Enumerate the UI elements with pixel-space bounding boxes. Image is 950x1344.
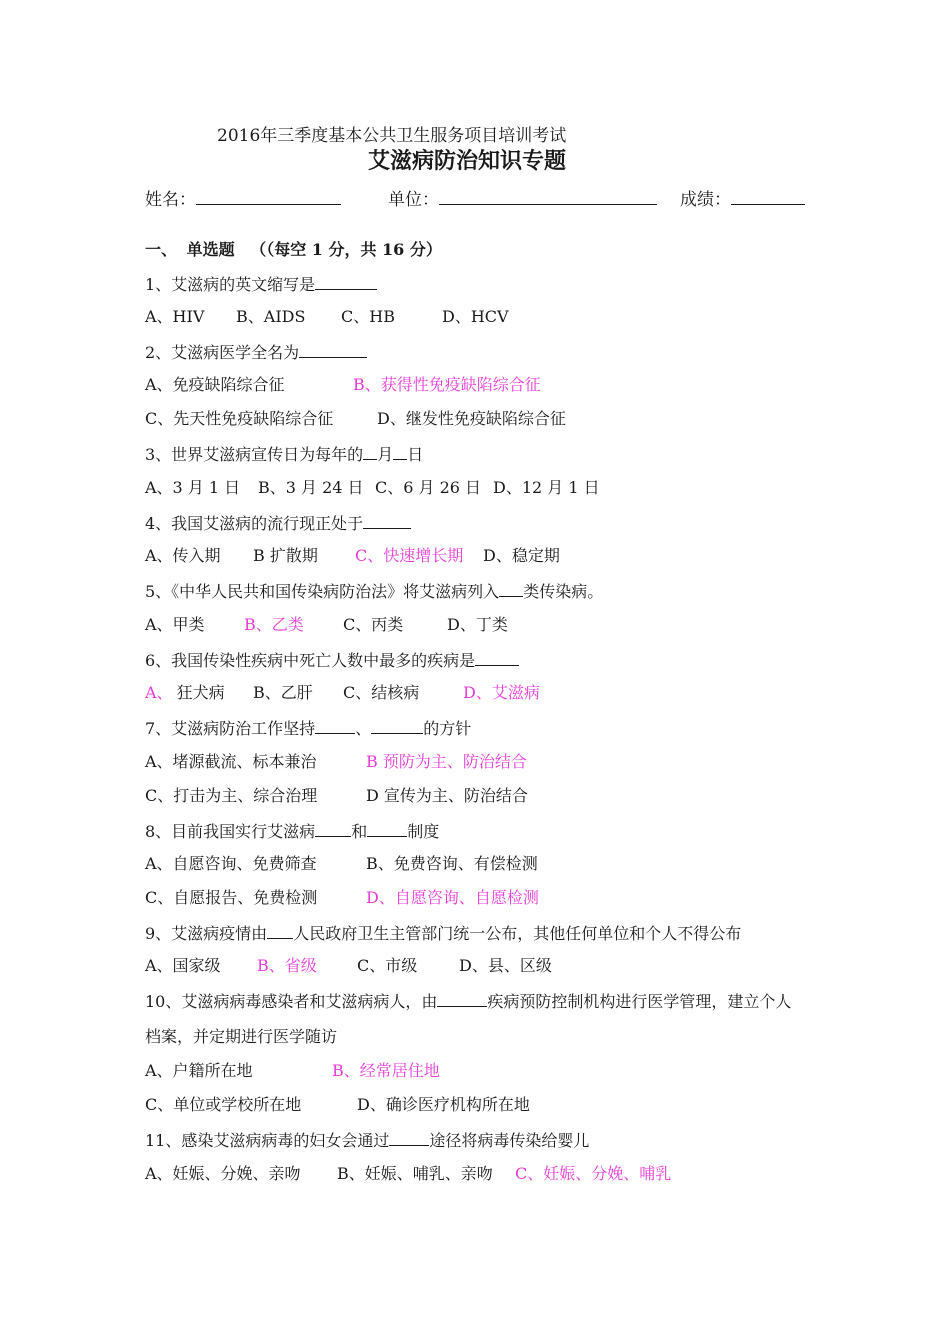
section-title: 单选题 [186, 240, 235, 259]
q6-option-d-correct: D、艾滋病 [463, 683, 540, 702]
q5-option-d: D、丁类 [447, 615, 508, 634]
q9-option-d: D、县、区级 [459, 956, 552, 975]
question-3-mid: 月 [377, 445, 394, 464]
question-4-stem: 4、我国艾滋病的流行现正处于 [145, 514, 364, 533]
question-11-end: 途径将病毒传染给婴儿 [429, 1131, 590, 1150]
q1-option-c: C、HB [341, 307, 395, 326]
q9-option-b-correct: B、省级 [257, 956, 317, 975]
name-label: 姓名： [145, 190, 196, 210]
q1-option-d: D、HCV [442, 307, 509, 326]
question-9 [145, 924, 741, 942]
q3-option-b: B、3 月 24 日 [258, 478, 364, 497]
q5-option-a: A、甲类 [145, 615, 205, 634]
q8-option-c: C、自愿报告、免费检测 [145, 888, 318, 907]
exam-title: 艾滋病防治知识专题 [368, 149, 567, 174]
question-2-stem: 2、艾滋病医学全名为 [145, 343, 300, 362]
q6-option-a [145, 685, 225, 701]
answer-blank [475, 651, 519, 666]
name-blank [196, 190, 341, 205]
q4-option-b: B 扩散期 [253, 546, 318, 565]
answer-blank [393, 445, 407, 460]
score-blank [731, 190, 805, 205]
question-7-mid: 、 [355, 719, 372, 738]
answer-blank [315, 719, 355, 734]
answer-blank [371, 719, 423, 734]
q1-option-a: A、HIV [145, 307, 205, 326]
question-11-stem: 11、感染艾滋病病毒的妇女会通过 [145, 1131, 390, 1150]
question-7 [145, 719, 471, 737]
answer-blank [389, 1131, 429, 1146]
q10-option-c: C、单位或学校所在地 [145, 1095, 302, 1114]
question-5-end: 类传染病。 [523, 582, 604, 601]
answer-blank [299, 343, 367, 358]
score-label: 成绩： [680, 190, 731, 210]
question-8 [145, 822, 439, 840]
answer-blank [499, 582, 523, 597]
q7-option-a: A、堵源截流、标本兼治 [145, 752, 317, 771]
unit-label: 单位： [388, 190, 439, 210]
question-4 [145, 514, 411, 532]
answer-blank [267, 924, 293, 939]
q4-option-d: D、稳定期 [483, 546, 560, 565]
answer-blank [367, 822, 407, 837]
q8-option-d-correct: D、自愿咨询、自愿检测 [366, 888, 539, 907]
q2-option-b-correct: B、获得性免疫缺陷综合征 [353, 375, 541, 394]
question-9-stem: 9、艾滋病疫情由 [145, 924, 268, 943]
unit-blank [439, 190, 657, 205]
q11-option-c-correct: C、妊娠、分娩、哺乳 [515, 1164, 672, 1183]
q9-option-c: C、市级 [357, 956, 418, 975]
q3-option-c: C、6 月 26 日 [375, 478, 482, 497]
q6-option-a-letter: A、 [145, 683, 173, 702]
score-field [680, 190, 805, 209]
q10-option-a: A、户籍所在地 [145, 1061, 253, 1080]
q2-option-d: D、继发性免疫缺陷综合征 [377, 409, 566, 428]
question-3-stem: 3、世界艾滋病宣传日为每年的 [145, 445, 364, 464]
q7-option-c: C、打击为主、综合治理 [145, 786, 318, 805]
q2-option-a: A、免疫缺陷综合征 [145, 375, 285, 394]
q7-option-b-correct: B 预防为主、防治结合 [366, 752, 527, 771]
q3-option-d: D、12 月 1 日 [493, 478, 600, 497]
question-7-stem: 7、艾滋病防治工作坚持 [145, 719, 316, 738]
q4-option-c-correct: C、快速增长期 [355, 546, 464, 565]
section-note: （（每空 1 分，共 16 分） [250, 240, 442, 259]
question-8-stem: 8、目前我国实行艾滋病 [145, 822, 316, 841]
q9-option-a: A、国家级 [145, 956, 221, 975]
unit-field [388, 190, 657, 209]
q2-option-c: C、先天性免疫缺陷综合征 [145, 409, 334, 428]
q5-option-b-correct: B、乙类 [244, 615, 304, 634]
section-prefix: 一、 [145, 240, 178, 259]
answer-blank [315, 275, 377, 290]
q7-option-d: D 宣传为主、防治结合 [366, 786, 528, 805]
question-5 [145, 582, 603, 600]
q3-option-a: A、3 月 1 日 [145, 478, 241, 497]
question-8-mid: 和 [351, 822, 368, 841]
q1-option-b: B、AIDS [236, 307, 306, 326]
question-9-end: 人民政府卫生主管部门统一公布，其他任何单位和个人不得公布 [293, 924, 742, 943]
q5-option-c: C、丙类 [343, 615, 404, 634]
answer-blank [315, 822, 351, 837]
question-6 [145, 651, 519, 669]
question-1 [145, 275, 377, 293]
question-7-end: 的方针 [423, 719, 472, 738]
answer-blank [437, 992, 487, 1007]
answer-blank [363, 514, 411, 529]
q11-option-b: B、妊娠、哺乳、亲吻 [337, 1164, 493, 1183]
section-heading [145, 242, 442, 258]
answer-blank [363, 445, 377, 460]
q8-option-b: B、免费咨询、有偿检测 [366, 854, 538, 873]
q6-option-a-text: 狂犬病 [176, 683, 225, 702]
question-11 [145, 1131, 589, 1149]
q4-option-a: A、传入期 [145, 546, 221, 565]
q11-option-a: A、妊娠、分娩、亲吻 [145, 1164, 301, 1183]
question-5-stem: 5、《中华人民共和国传染病防治法》将艾滋病列入 [145, 582, 500, 601]
q10-option-b-correct: B、经常居住地 [332, 1061, 440, 1080]
q6-option-c: C、结核病 [343, 683, 420, 702]
question-1-stem: 1、艾滋病的英文缩写是 [145, 275, 316, 294]
question-10 [145, 992, 791, 1010]
question-10-line2: 档案，并定期进行医学随访 [145, 1027, 338, 1046]
q10-option-d: D、确诊医疗机构所在地 [357, 1095, 530, 1114]
question-10-stem-cont: 疾病预防控制机构进行医学管理，建立个人 [487, 992, 792, 1011]
q8-option-a: A、自愿咨询、免费筛查 [145, 854, 317, 873]
question-10-stem: 10、艾滋病病毒感染者和艾滋病病人，由 [145, 992, 438, 1011]
question-6-stem: 6、我国传染性疾病中死亡人数中最多的疾病是 [145, 651, 476, 670]
question-8-end: 制度 [407, 822, 440, 841]
question-3 [145, 445, 423, 463]
question-2 [145, 343, 367, 361]
question-3-end: 日 [407, 445, 424, 464]
q6-option-b: B、乙肝 [253, 683, 313, 702]
name-field [145, 190, 341, 209]
exam-subtitle: 2016年三季度基本公共卫生服务项目培训考试 [217, 126, 567, 146]
